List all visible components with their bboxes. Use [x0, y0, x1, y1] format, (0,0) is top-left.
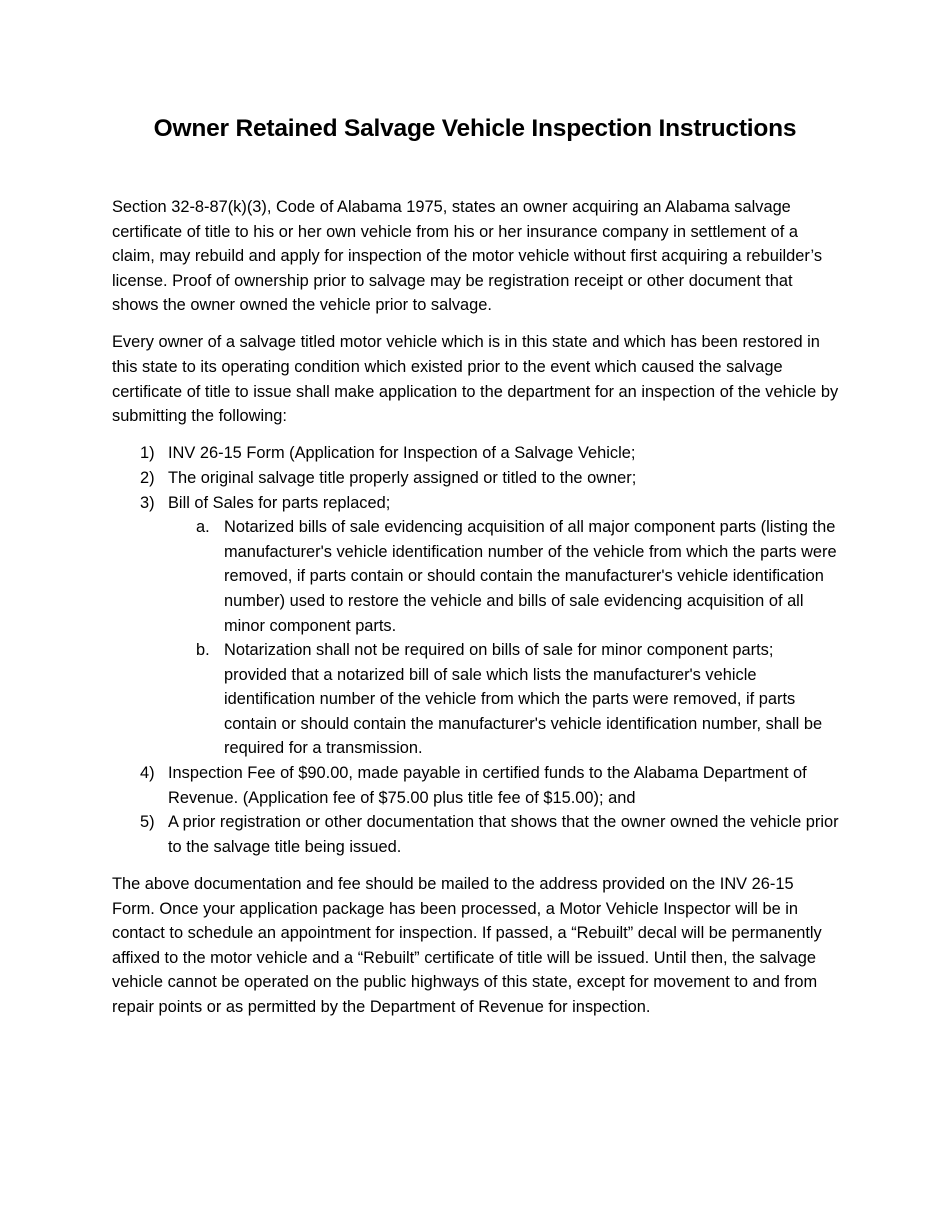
paragraph-owner-requirements: Every owner of a salvage titled motor vehicle which is in this state and which has been restored in this state to its operating condition which existed prior to the event which caused the salvage certificate of title to issue shall make application to the department for an inspection of the vehicle by submitting the following:	[112, 333, 839, 426]
list-number: 3)	[140, 493, 155, 512]
list-item-text: A prior registration or other documentation that shows that the owner owned the vehicle prior to the salvage title being issued.	[168, 813, 839, 856]
list-number: 2)	[140, 468, 155, 487]
sublist-item-text: Notarized bills of sale evidencing acquisition of all major component parts (listing the manufacturer's vehicle identification number of the vehicle from which the parts were removed, if parts contain or should contain the manufacturer's vehicle identification number) used to restore the vehicle and bills of sale evidencing acquisition of all minor component parts.	[224, 518, 837, 635]
list-item	[112, 491, 840, 762]
sublist-item	[168, 515, 840, 638]
sublist-item	[168, 638, 840, 761]
list-item	[112, 761, 840, 810]
bill-of-sale-sublist	[168, 515, 840, 761]
list-item	[112, 810, 840, 859]
sublist-item-text: Notarization shall not be required on bills of sale for minor component parts; provided that a notarized bill of sale which lists the manufacturer's vehicle identification number of the vehicle from which the parts were removed, if parts contain or should contain the manufacturer's vehicle identification number, shall be required for a transmission.	[224, 641, 823, 758]
list-item	[112, 466, 840, 491]
list-number: 5)	[140, 813, 155, 832]
list-item	[112, 441, 840, 466]
list-item-text: Inspection Fee of $90.00, made payable in certified funds to the Alabama Department of Revenue. (Application fee of $75.00 plus title fee of $15.00); and	[168, 764, 807, 807]
document-title: Owner Retained Salvage Vehicle Inspection Instructions	[153, 115, 797, 142]
list-number: 4)	[140, 764, 155, 783]
list-item-text: The original salvage title properly assigned or titled to the owner;	[168, 468, 637, 487]
list-item-text: Bill of Sales for parts replaced;	[168, 493, 391, 512]
document-body	[112, 195, 840, 1032]
paragraph-code-section: Section 32-8-87(k)(3), Code of Alabama 1975, states an owner acquiring an Alabama salvage certificate of title to his or her own vehicle from his or her insurance company in settlement of a claim, may rebuild and apply for inspection of the motor vehicle without first acquiring a rebuilder’s license. Proof of ownership prior to salvage may be registration receipt or other document that shows the owner owned the vehicle prior to salvage.	[112, 198, 823, 315]
paragraph-mailing-instructions: The above documentation and fee should be mailed to the address provided on the INV 26-15 Form. Once your application package has been processed, a Motor Vehicle Inspector will be in contact to schedule an appointment for inspection. If passed, a “Rebuilt” decal will be permanently affixed to the motor vehicle and a “Rebuilt” certificate of title will be issued. Until then, the salvage vehicle cannot be operated on the public highways of this state, except for movement to and from repair points or as permitted by the Department of Revenue for inspection.	[112, 874, 822, 1016]
list-item-text: INV 26-15 Form (Application for Inspection of a Salvage Vehicle;	[168, 444, 636, 463]
sublist-letter: b.	[196, 641, 210, 660]
requirements-list	[112, 441, 840, 859]
sublist-letter: a.	[196, 518, 210, 537]
list-number: 1)	[140, 444, 155, 463]
